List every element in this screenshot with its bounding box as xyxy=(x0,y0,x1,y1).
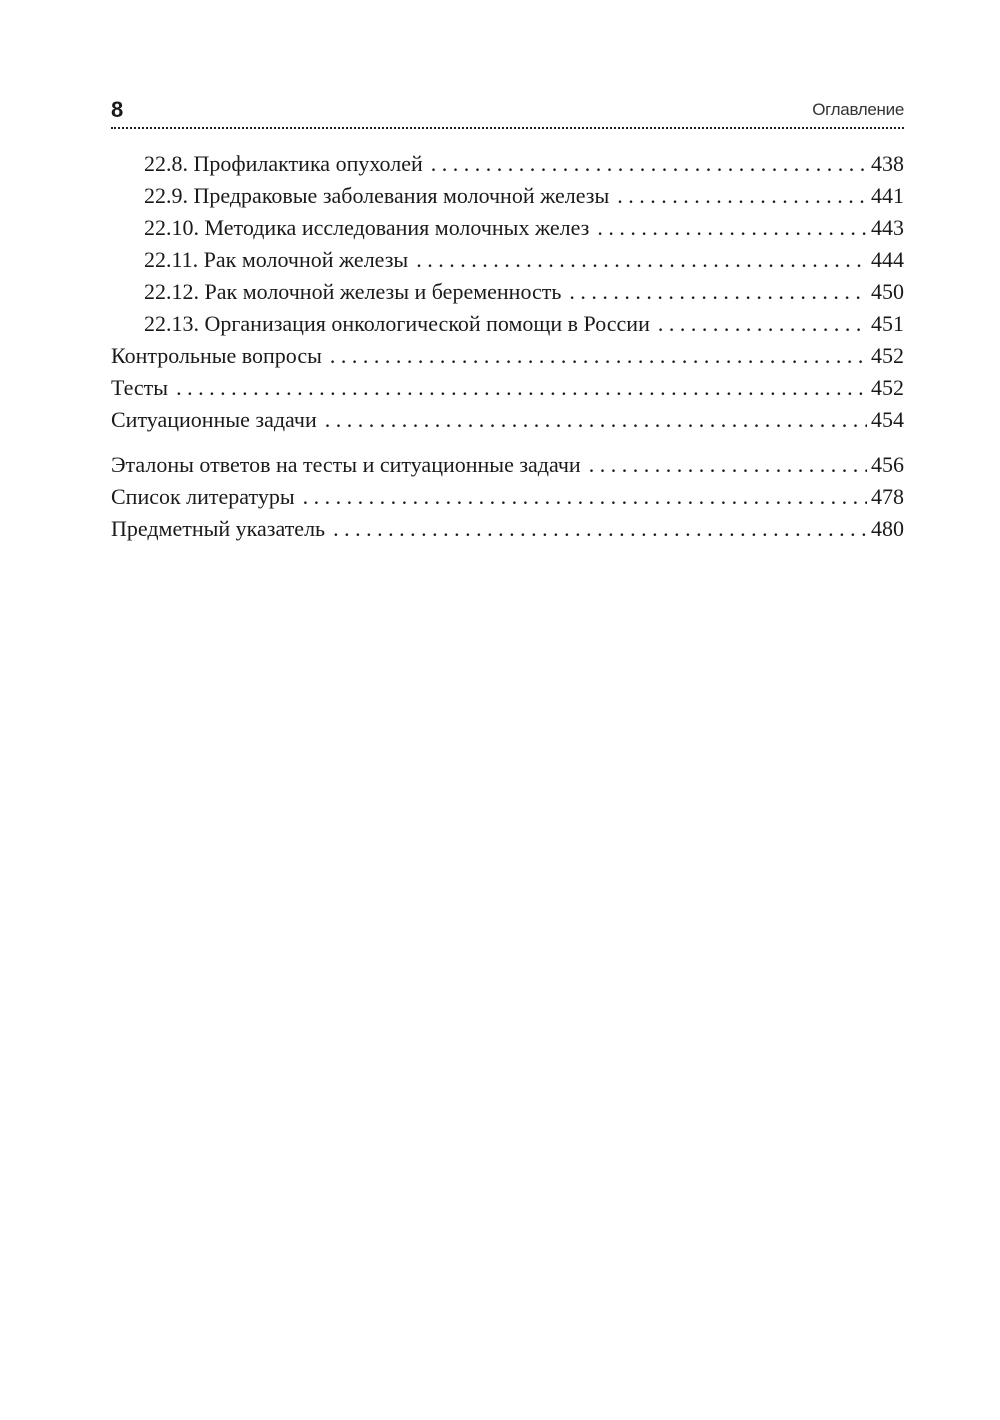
toc-dot-leader xyxy=(176,372,867,404)
page-header xyxy=(111,96,904,128)
toc-entry-page: 480 xyxy=(871,516,904,541)
toc-entry[interactable] xyxy=(111,180,904,212)
toc-dot-leader xyxy=(431,148,867,180)
toc-entry-page: 452 xyxy=(871,375,904,400)
toc-entry-title: Контрольные вопросы xyxy=(111,343,322,368)
page-number: 8 xyxy=(111,97,124,122)
toc-entry-page: 478 xyxy=(871,484,904,509)
toc-dot-leader xyxy=(416,244,867,276)
toc-entry-page: 443 xyxy=(871,215,904,240)
toc-entry[interactable] xyxy=(111,372,904,404)
toc-entry-page: 451 xyxy=(871,311,904,336)
toc-entry[interactable] xyxy=(111,148,904,180)
header-dotted-rule xyxy=(111,127,904,129)
toc-entry-page: 441 xyxy=(871,183,904,208)
toc-entry-title: 22.9. Предраковые заболевания молочной железы xyxy=(144,183,610,208)
table-of-contents xyxy=(111,148,904,545)
toc-dot-leader xyxy=(658,308,867,340)
toc-entry-title: 22.13. Организация онкологической помощи в России xyxy=(144,311,650,336)
toc-dot-leader xyxy=(597,212,867,244)
toc-entry-page: 450 xyxy=(871,279,904,304)
toc-entry[interactable] xyxy=(111,513,904,545)
toc-entry-page: 454 xyxy=(871,407,904,432)
toc-entry-page: 452 xyxy=(871,343,904,368)
toc-entry-title: 22.8. Профилактика опухолей xyxy=(144,151,423,176)
toc-entry-page: 438 xyxy=(871,151,904,176)
toc-entry[interactable] xyxy=(111,449,904,481)
toc-entry[interactable] xyxy=(111,404,904,436)
toc-entry-title: 22.12. Рак молочной железы и беременность xyxy=(144,279,562,304)
toc-dot-leader xyxy=(617,180,867,212)
toc-entry-title: 22.10. Методика исследования молочных желез xyxy=(144,215,590,240)
toc-entry-title: Список литературы xyxy=(111,484,295,509)
toc-entry-page: 456 xyxy=(871,452,904,477)
toc-entry[interactable] xyxy=(111,481,904,513)
toc-entry-title: Эталоны ответов на тесты и ситуационные задачи xyxy=(111,452,581,477)
toc-entry-title: Предметный указатель xyxy=(111,516,326,541)
running-title: Оглавление xyxy=(812,100,904,119)
toc-dot-leader xyxy=(330,340,867,372)
toc-entry[interactable] xyxy=(111,308,904,340)
toc-entry-title: 22.11. Рак молочной железы xyxy=(144,247,409,272)
toc-dot-leader xyxy=(589,449,867,481)
toc-dot-leader xyxy=(325,404,867,436)
toc-dot-leader xyxy=(569,276,867,308)
toc-entry-page: 444 xyxy=(871,247,904,272)
toc-dot-leader xyxy=(303,481,867,513)
toc-entry[interactable] xyxy=(111,340,904,372)
toc-entry-title: Тесты xyxy=(111,375,169,400)
toc-dot-leader xyxy=(333,513,867,545)
toc-entry[interactable] xyxy=(111,212,904,244)
toc-entry[interactable] xyxy=(111,276,904,308)
toc-entry[interactable] xyxy=(111,244,904,276)
toc-entry-title: Ситуационные задачи xyxy=(111,407,317,432)
